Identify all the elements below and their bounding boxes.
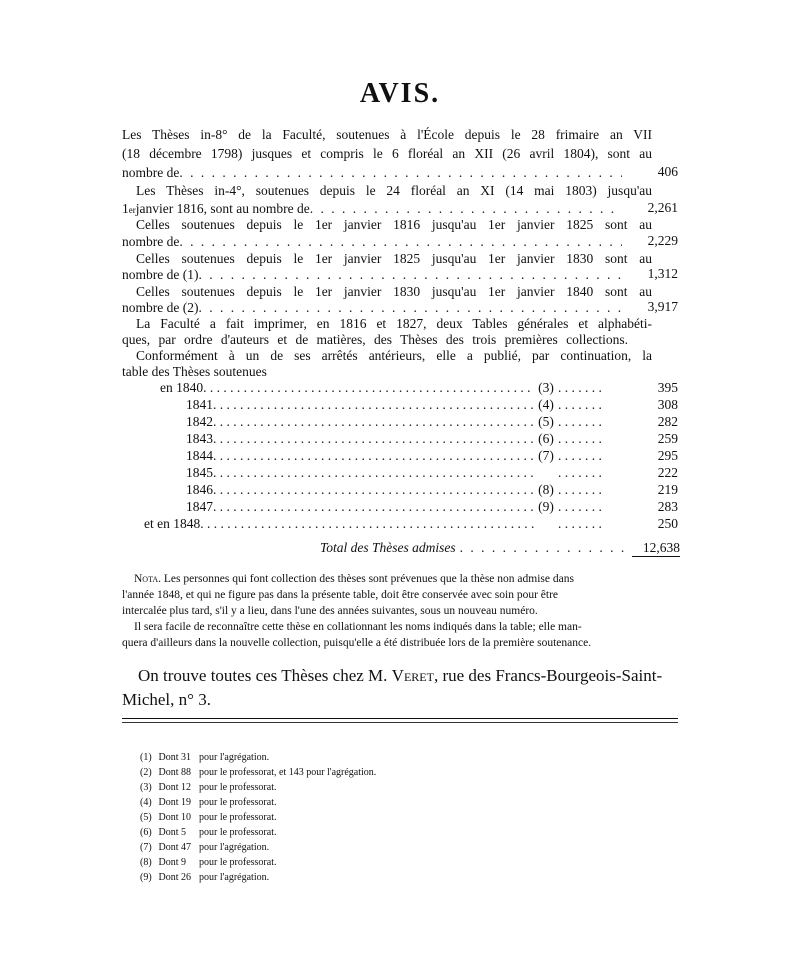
page-title: AVIS. — [359, 78, 441, 109]
year-value: 283 — [657, 499, 678, 514]
leader-dots — [558, 516, 606, 532]
footnote-key: (9) — [140, 872, 152, 883]
para4-value: 1,312 — [647, 266, 678, 281]
year-label: en 1840 — [160, 380, 204, 395]
year-row — [160, 380, 606, 396]
nota-line3: intercalée plus tard, s'il y a lieu, dans l'une des années suivantes, sous un nouveau numéro. — [122, 605, 538, 617]
leader-dots — [179, 233, 622, 250]
total-row — [320, 540, 680, 557]
footnote-text: pour l'agrégation. — [199, 752, 270, 763]
leader-dots — [558, 465, 606, 481]
total-value: 12,638 — [632, 540, 680, 557]
leader-dots — [310, 200, 622, 217]
footnote-text: pour le professorat. — [199, 782, 277, 793]
leader-dots — [203, 380, 534, 396]
leader-dots — [200, 516, 534, 532]
leader-dots — [558, 448, 606, 464]
footnote-text: pour l'agrégation. — [199, 872, 270, 883]
para5-line2-text: nombre de (2) — [122, 300, 199, 315]
divider — [122, 722, 678, 723]
year-value: 395 — [657, 380, 678, 395]
footnote-dont: Dont 26 — [158, 872, 191, 883]
para2-value: 2,261 — [647, 200, 678, 215]
para1-line3-text: nombre de — [122, 165, 180, 180]
para3-line2-text: nombre de — [122, 234, 180, 249]
year-note: (3) — [538, 380, 554, 395]
year-row — [186, 465, 606, 481]
footnote-key: (2) — [140, 767, 152, 778]
footnote-key: (8) — [140, 857, 152, 868]
para6-line1: La Faculté a fait imprimer, en 1816 et 1827, deux Tables générales et alphabéti- — [136, 316, 652, 331]
year-label: et en 1848 — [144, 516, 201, 531]
year-note: (8) — [538, 482, 554, 497]
para3-line2 — [122, 233, 622, 250]
total-label: Total des Thèses admises — [320, 540, 456, 555]
para2-line2-b: janvier 1816, sont au nombre de — [135, 201, 310, 216]
nota-line1 — [134, 572, 678, 587]
leader-dots — [213, 465, 534, 481]
nota-line4: Il sera facile de reconnaître cette thèse en collationnant les noms indiqués dans la table; elle man- — [134, 621, 582, 633]
leader-dots — [198, 299, 622, 316]
nota-line1-text: Les personnes qui font collection des thèses sont prévenues que la thèse non admise dans — [160, 573, 574, 585]
footnote-key: (4) — [140, 797, 152, 808]
year-value: 219 — [657, 482, 678, 497]
year-row — [186, 397, 606, 413]
para1-line2: (18 décembre 1798) jusques et compris le 6 floréal an XII (26 avril 1804), sont au — [122, 146, 652, 161]
year-value: 259 — [657, 431, 678, 446]
footnote-dont: Dont 10 — [158, 812, 191, 823]
footnote-dont: Dont 9 — [158, 857, 186, 868]
year-label: 1842 — [186, 414, 213, 429]
footnote — [140, 797, 276, 808]
year-note: (9) — [538, 499, 554, 514]
para2-line2-sup: er — [128, 205, 136, 215]
nota-line2: l'année 1848, et qui ne figure pas dans la présente table, doit être conservée avec soin pour être — [122, 589, 559, 601]
leader-dots — [213, 499, 534, 515]
para7-line2: table des Thèses soutenues — [122, 364, 267, 379]
footnote-dont: Dont 12 — [158, 782, 191, 793]
year-value: 250 — [657, 516, 678, 531]
footnote — [140, 812, 276, 823]
year-label: 1843 — [186, 431, 213, 446]
para2-line1: Les Thèses in-4°, soutenues depuis le 24 floréal an XI (14 mai 1803) jusqu'au — [136, 183, 652, 198]
para5-value: 3,917 — [647, 299, 678, 314]
year-row — [186, 499, 606, 515]
para1-value: 406 — [657, 164, 678, 179]
year-value: 282 — [657, 414, 678, 429]
nota-head: Nota. — [134, 573, 161, 585]
para3-value: 2,229 — [647, 233, 678, 248]
para5-line2 — [122, 299, 622, 316]
veret-line1 — [138, 664, 678, 687]
para6-line2: ques, par ordre d'auteurs et de matières, des Thèses des trois premières collections. — [122, 332, 628, 347]
para4-line2 — [122, 266, 622, 283]
para1-line1: Les Thèses in-8° de la Faculté, soutenues à l'École depuis le 28 frimaire an VII — [122, 127, 652, 142]
leader-dots — [213, 448, 534, 464]
year-note: (7) — [538, 448, 554, 463]
footnote-text: pour le professorat. — [199, 857, 277, 868]
footnote-text: pour le professorat. — [199, 827, 277, 838]
footnote-dont: Dont 31 — [158, 752, 191, 763]
leader-dots — [213, 431, 534, 447]
footnote — [140, 782, 276, 793]
year-row — [186, 448, 606, 464]
para2-line2-a: 1 — [122, 201, 129, 216]
year-note: (4) — [538, 397, 554, 412]
veret-line1-b: , rue des Francs-Bourgeois-Saint- — [433, 666, 663, 685]
leader-dots — [213, 414, 534, 430]
leader-dots — [558, 380, 606, 396]
year-note: (5) — [538, 414, 554, 429]
para4-line2-text: nombre de (1) — [122, 267, 199, 282]
footnote-key: (5) — [140, 812, 152, 823]
year-value: 308 — [657, 397, 678, 412]
veret-line2: Michel, n° 3. — [122, 690, 211, 709]
leader-dots — [179, 164, 622, 181]
year-note: (6) — [538, 431, 554, 446]
footnote — [140, 872, 269, 883]
leader-dots — [558, 414, 606, 430]
year-row — [186, 414, 606, 430]
leader-dots — [460, 540, 632, 556]
footnote-text: pour le professorat. — [199, 812, 277, 823]
footnote — [140, 827, 276, 838]
veret-line1-a: On trouve toutes ces Thèses chez M. — [138, 666, 392, 685]
footnote — [140, 842, 269, 853]
year-label: 1845 — [186, 465, 213, 480]
year-label: 1846 — [186, 482, 213, 497]
footnote-text: pour l'agrégation. — [199, 842, 270, 853]
footnote-dont: Dont 5 — [158, 827, 186, 838]
footnote-text: pour le professorat, et 143 pour l'agrégation. — [199, 767, 377, 778]
year-value: 295 — [657, 448, 678, 463]
para7-line1: Conformément à un de ses arrêtés antérieurs, elle a publié, par continuation, la — [136, 348, 652, 363]
para4-line1: Celles soutenues depuis le 1er janvier 1825 jusqu'au 1er janvier 1830 sont au — [136, 251, 652, 266]
year-row — [144, 516, 606, 532]
footnote — [140, 857, 276, 868]
para2-line2 — [122, 200, 622, 217]
para5-line1: Celles soutenues depuis le 1er janvier 1830 jusqu'au 1er janvier 1840 sont au — [136, 284, 652, 299]
year-label: 1847 — [186, 499, 213, 514]
footnote-text: pour le professorat. — [199, 797, 277, 808]
footnote-key: (1) — [140, 752, 152, 763]
year-value: 222 — [657, 465, 678, 480]
footnote — [140, 767, 376, 778]
para1-line3 — [122, 164, 622, 181]
year-label: 1841 — [186, 397, 213, 412]
leader-dots — [198, 266, 622, 283]
footnote-key: (7) — [140, 842, 152, 853]
footnote-dont: Dont 19 — [158, 797, 191, 808]
year-row — [186, 431, 606, 447]
divider — [122, 718, 678, 719]
veret-name: Veret — [391, 666, 434, 685]
leader-dots — [558, 482, 606, 498]
leader-dots — [213, 482, 534, 498]
footnote-dont: Dont 47 — [158, 842, 191, 853]
nota-line5: quera d'ailleurs dans la nouvelle collection, puisqu'elle a été distribuée lors de la première soutenance. — [122, 637, 592, 649]
footnote-key: (3) — [140, 782, 152, 793]
footnote — [140, 752, 269, 763]
footnote-key: (6) — [140, 827, 152, 838]
leader-dots — [213, 397, 534, 413]
leader-dots — [558, 431, 606, 447]
leader-dots — [558, 499, 606, 515]
para3-line1: Celles soutenues depuis le 1er janvier 1816 jusqu'au 1er janvier 1825 sont au — [136, 217, 652, 232]
year-label: 1844 — [186, 448, 213, 463]
year-row — [186, 482, 606, 498]
footnote-dont: Dont 88 — [158, 767, 191, 778]
leader-dots — [558, 397, 606, 413]
